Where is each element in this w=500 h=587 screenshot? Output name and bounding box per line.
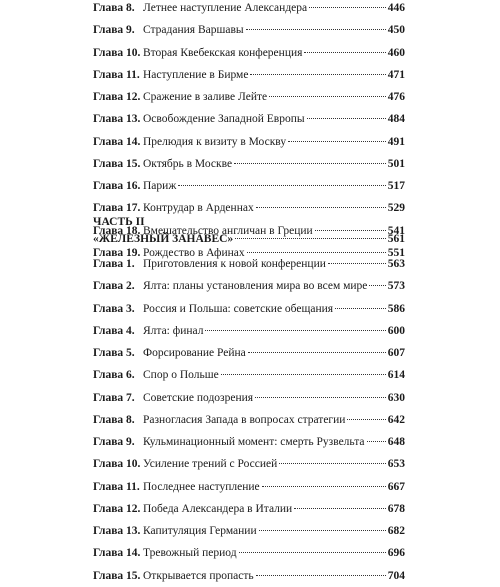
leader-dots <box>369 285 385 286</box>
chapter-label: Глава 16. <box>93 180 141 192</box>
toc-entry[interactable] <box>93 131 405 153</box>
chapter-title: Тревожный период <box>143 547 237 560</box>
leader-dots <box>234 163 386 164</box>
leader-dots <box>269 96 386 97</box>
toc-entry[interactable] <box>93 431 405 453</box>
toc-entry[interactable] <box>93 342 405 364</box>
chapter-label: Глава 6. <box>93 369 135 382</box>
chapter-title: Ялта: планы установления мира во всем мире <box>143 280 368 293</box>
part-title: «ЖЕЛЕЗНЫЙ ЗАНАВЕС» <box>93 233 234 245</box>
page-number: 642 <box>387 413 405 426</box>
toc-entry[interactable] <box>93 453 405 475</box>
chapter-label: Глава 15. <box>93 569 141 582</box>
leader-dots <box>246 29 386 30</box>
part-heading: ЧАСТЬ II <box>93 216 145 228</box>
toc-entry[interactable] <box>93 86 405 108</box>
leader-dots <box>335 308 386 309</box>
chapter-label: Глава 17. <box>93 202 141 215</box>
chapter-label: Глава 18. <box>93 224 141 237</box>
chapter-title: Кульминационный момент: смерть Рузвельта <box>143 436 365 448</box>
leader-dots <box>328 263 386 264</box>
chapter-title: Рождество в Афинах <box>143 246 245 259</box>
toc-entry[interactable] <box>93 64 405 86</box>
leader-dots <box>256 575 386 576</box>
leader-dots <box>235 238 386 239</box>
chapter-title: Ялта: финал <box>143 324 204 337</box>
chapter-title: Летнее наступление Александера <box>143 2 308 14</box>
page-number: 678 <box>387 502 405 515</box>
leader-dots <box>309 7 386 8</box>
leader-dots <box>239 552 386 553</box>
chapter-title: Усиление трений с Россией <box>143 458 278 471</box>
page-number: 446 <box>387 2 405 14</box>
chapter-title: Вмешательство англичан в Греции <box>143 224 313 237</box>
page-number: 696 <box>387 547 405 560</box>
page-number: 476 <box>387 91 405 103</box>
chapter-label: Глава 14. <box>93 135 141 148</box>
page-number: 471 <box>387 68 405 81</box>
chapter-label: Глава 12. <box>93 91 141 103</box>
chapter-label: Глава 19. <box>93 246 141 259</box>
chapter-title: Сражение в заливе Лейте <box>143 91 268 103</box>
leader-dots <box>250 74 385 75</box>
chapter-title: Приготовления к новой конференции <box>143 258 326 270</box>
chapter-title: Форсирование Рейна <box>143 347 246 359</box>
chapter-label: Глава 9. <box>93 24 135 37</box>
toc-entry[interactable] <box>93 298 405 320</box>
chapter-title: Последнее наступление <box>143 480 260 493</box>
toc-entry[interactable] <box>93 476 405 498</box>
toc-entry[interactable] <box>93 387 405 409</box>
chapter-label: Глава 9. <box>93 436 135 448</box>
toc-entry[interactable] <box>93 520 405 542</box>
page-number: 491 <box>387 135 405 148</box>
page-number: 501 <box>387 157 405 170</box>
chapter-label: Глава 1. <box>93 258 135 270</box>
chapter-title: Наступление в Бирме <box>143 68 249 81</box>
page-number: 630 <box>387 391 405 404</box>
toc-entry[interactable] <box>93 108 405 130</box>
leader-dots <box>178 185 385 186</box>
page-number: 648 <box>387 436 405 448</box>
toc-entry[interactable] <box>93 253 405 275</box>
chapter-label: Глава 14. <box>93 547 141 560</box>
chapter-label: Глава 4. <box>93 324 135 337</box>
chapter-label: Глава 7. <box>93 391 135 404</box>
chapter-title: Разногласия Запада в вопросах стратегии <box>143 413 346 426</box>
chapter-label: Глава 11. <box>93 68 140 81</box>
toc-entry[interactable] <box>93 565 405 587</box>
chapter-label: Глава 10. <box>93 458 141 471</box>
leader-dots <box>307 118 386 119</box>
toc-entry[interactable] <box>93 542 405 564</box>
chapter-title: Прелюдия к визиту в Москву <box>143 135 287 148</box>
part-title-row[interactable] <box>93 231 405 248</box>
part-header <box>93 214 405 248</box>
page-number: 682 <box>387 525 405 537</box>
toc-entry[interactable] <box>93 153 405 175</box>
toc-entry[interactable] <box>93 0 405 19</box>
chapter-title: Победа Александера в Италии <box>143 502 293 515</box>
chapter-title: Советские подозрения <box>143 391 254 404</box>
leader-dots <box>347 419 385 420</box>
chapter-label: Глава 3. <box>93 302 135 315</box>
toc-entry[interactable] <box>93 320 405 342</box>
toc-entry[interactable] <box>93 498 405 520</box>
page-number: 614 <box>387 369 405 382</box>
page-number: 653 <box>387 458 405 471</box>
leader-dots <box>294 508 386 509</box>
page-number: 529 <box>387 202 405 215</box>
page-number: 551 <box>387 246 405 259</box>
leader-dots <box>279 463 385 464</box>
toc-entry[interactable] <box>93 275 405 297</box>
chapter-label: Глава 13. <box>93 525 141 537</box>
chapter-label: Глава 8. <box>93 2 135 14</box>
chapter-list-part2 <box>93 253 405 587</box>
leader-dots <box>259 530 386 531</box>
chapter-title: Вторая Квебекская конференция <box>143 46 303 59</box>
toc-entry[interactable] <box>93 42 405 64</box>
page-number: 484 <box>387 113 405 126</box>
chapter-label: Глава 12. <box>93 502 141 515</box>
leader-dots <box>205 330 385 331</box>
chapter-title: Открывается пропасть <box>143 569 254 582</box>
page-number: 573 <box>387 280 405 293</box>
chapter-label: Глава 15. <box>93 157 141 170</box>
chapter-title: Париж <box>143 180 177 192</box>
toc-entry[interactable] <box>93 409 405 431</box>
leader-dots <box>262 486 386 487</box>
leader-dots <box>256 207 386 208</box>
chapter-title: Россия и Польша: советские обещания <box>143 302 334 315</box>
page-number: 704 <box>387 569 405 582</box>
leader-dots <box>221 374 386 375</box>
page-number: 563 <box>387 258 405 270</box>
page-number: 460 <box>387 46 405 59</box>
chapter-label: Глава 10. <box>93 46 141 59</box>
chapter-label: Глава 5. <box>93 347 135 359</box>
page-number: 541 <box>387 224 405 237</box>
chapter-title: Освобождение Западной Европы <box>143 113 305 126</box>
leader-dots <box>304 52 385 53</box>
chapter-title: Страдания Варшавы <box>143 24 244 37</box>
chapter-title: Контрудар в Арденнах <box>143 202 254 215</box>
page-number: 586 <box>387 302 405 315</box>
chapter-label: Глава 13. <box>93 113 141 126</box>
chapter-label: Глава 11. <box>93 480 140 493</box>
toc-entry[interactable] <box>93 364 405 386</box>
chapter-label: Глава 8. <box>93 413 135 426</box>
leader-dots <box>255 397 386 398</box>
leader-dots <box>367 441 386 442</box>
toc-entry[interactable] <box>93 175 405 197</box>
chapter-title: Капитуляция Германии <box>143 525 257 537</box>
leader-dots <box>288 141 386 142</box>
page-number: 517 <box>387 180 405 192</box>
chapter-title: Октябрь в Москве <box>143 157 233 170</box>
chapter-label: Глава 2. <box>93 280 135 293</box>
chapter-title: Спор о Польше <box>143 369 219 382</box>
part-page-number: 561 <box>387 233 405 245</box>
page-number: 450 <box>387 24 405 37</box>
leader-dots <box>248 352 386 353</box>
page-number: 600 <box>387 324 405 337</box>
toc-entry[interactable] <box>93 19 405 41</box>
page-number: 607 <box>387 347 405 359</box>
page-number: 667 <box>387 480 405 493</box>
